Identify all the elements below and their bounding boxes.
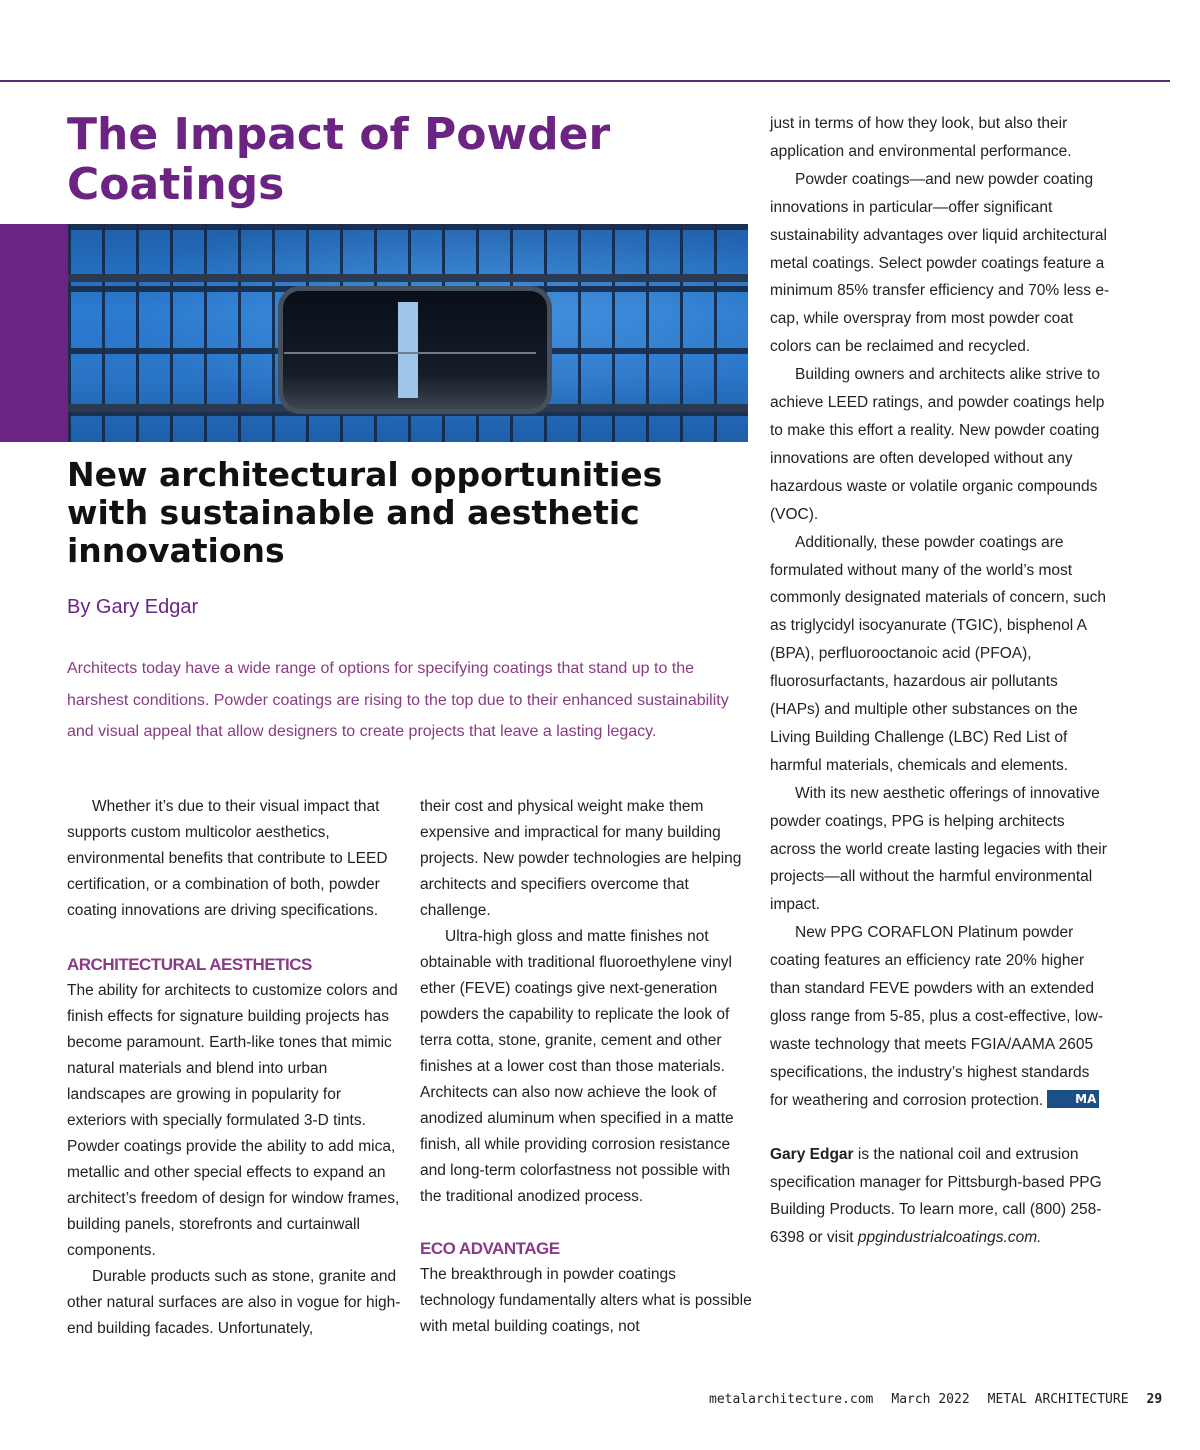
paragraph-text: New PPG CORAFLON Platinum powder coating features an efficiency rate 20% higher than standard FEVE powders with an extended gloss range from 5-85, plus a cost-effective, low-waste technology that meets FGIA/AAMA 2605 specifications, the industry’s highest standards for weathering and corrosion protection. xyxy=(770,924,1104,1109)
paragraph: Durable products such as stone, granite and other natural surfaces are also in vogue for high-end building facades. Unfortunately, xyxy=(67,1268,401,1337)
building-facade-photo xyxy=(68,224,748,442)
author-bio xyxy=(770,1141,1110,1253)
paragraph: Powder coatings—and new powder coating innovations in particular—offer significant sustainability advantages over liquid architectural metal coatings. Select powder coatings feature a minimum 85% transfer efficiency and 70% less e-cap, while overspray from most powder coat colors can be reclaimed and recycled. xyxy=(770,170,1110,356)
paragraph: just in terms of how they look, but also their application and environmental performance. xyxy=(770,115,1072,160)
paragraph: Ultra-high gloss and matte finishes not obtainable with traditional fluoroethylene vinyl ether (FEVE) coatings give next-generation powders the capability to replicate the look of terra cotta, stone, granite, cement and other finishes at a lower cost than those materials. Architects can also now achieve the look of anodized aluminum when specified in a matte finish, all while providing corrosion resistance and long-term colorfastness not possible with the traditional anodized process. xyxy=(420,928,734,1205)
accent-bar xyxy=(0,224,68,442)
paragraph: The ability for architects to customize colors and finish effects for signature building projects has become paramount. Earth-like tones that mimic natural materials and blend into urban landscapes are growing in popularity for exteriors with specially formulated 3-D tints. Powder coatings provide the ability to add mica, metallic and other special effects to expand an architect’s freedom of design for window frames, building panels, storefronts and curtainwall components. xyxy=(67,982,400,1259)
lede-paragraph: Architects today have a wide range of options for specifying coatings that stand up to the harshest conditions. Powder coatings are rising to the top due to their enhanced sustainability and visual appeal that allow designers to create projects that leave a lasting legacy. xyxy=(67,660,729,740)
body-column-2 xyxy=(420,794,755,1340)
body-column-3 xyxy=(770,110,1110,1252)
paragraph: Whether it’s due to their visual impact that supports custom multicolor aesthetics, environmental benefits that contribute to LEED certification, or a combination of both, powder coating innovations are driving specifications. xyxy=(67,798,388,919)
end-mark-icon: MA xyxy=(1047,1090,1099,1108)
section-heading-eco-advantage: ECO ADVANTAGE xyxy=(420,1239,560,1258)
article-subtitle: New architectural opportunities with sustainable and aesthetic innovations xyxy=(67,455,663,570)
paragraph-final xyxy=(770,919,1110,1114)
top-rule xyxy=(0,80,1170,82)
website-link[interactable]: ppgindustrialcoatings.com. xyxy=(857,1229,1042,1247)
article-title: The Impact of Powder Coatings xyxy=(67,109,611,210)
section-heading-architectural-aesthetics: ARCHITECTURAL AESTHETICS xyxy=(67,955,312,974)
page-number: 29 xyxy=(1146,1392,1163,1407)
body-column-1 xyxy=(67,794,402,1342)
paragraph: Building owners and architects alike strive to achieve LEED ratings, and powder coatings help to make this effort a reality. New powder coating innovations are often developed without any hazardous waste or volatile organic compounds (VOC). xyxy=(770,366,1105,523)
author-bio-text: is the national coil and extrusion specification manager for Pittsburgh-based PPG Building Products. To learn more, call (800) 258-6398 or visit xyxy=(770,1145,1102,1247)
author-name: Gary Edgar xyxy=(770,1145,854,1163)
paragraph: Additionally, these powder coatings are formulated without many of the world’s most commonly designated materials of concern, such as triglycidyl isocyanurate (TGIC), bisphenol A (BPA), perfluorooctanoic acid (PFOA), fluorosurfactants, hazardous air pollutants (HAPs) and multiple other substances on the Living Building Challenge (LBC) Red List of harmful materials, chemicals and elements. xyxy=(770,533,1106,774)
paragraph: The breakthrough in powder coatings technology fundamentally alters what is possible with metal building coatings, not xyxy=(420,1266,752,1335)
paragraph: With its new aesthetic offerings of innovative powder coatings, PPG is helping architects across the world create lasting legacies with their projects—all without the harmful environmental impact. xyxy=(770,784,1107,914)
footer-date: March 2022 xyxy=(891,1392,970,1407)
footer-magazine: METAL ARCHITECTURE xyxy=(987,1392,1129,1407)
page-footer xyxy=(709,1392,1162,1407)
footer-website[interactable]: metalarchitecture.com xyxy=(709,1392,874,1407)
byline: By Gary Edgar xyxy=(67,596,199,618)
paragraph: their cost and physical weight make them expensive and impractical for many building projects. New powder technologies are helping architects and specifiers overcome that challenge. xyxy=(420,798,742,919)
